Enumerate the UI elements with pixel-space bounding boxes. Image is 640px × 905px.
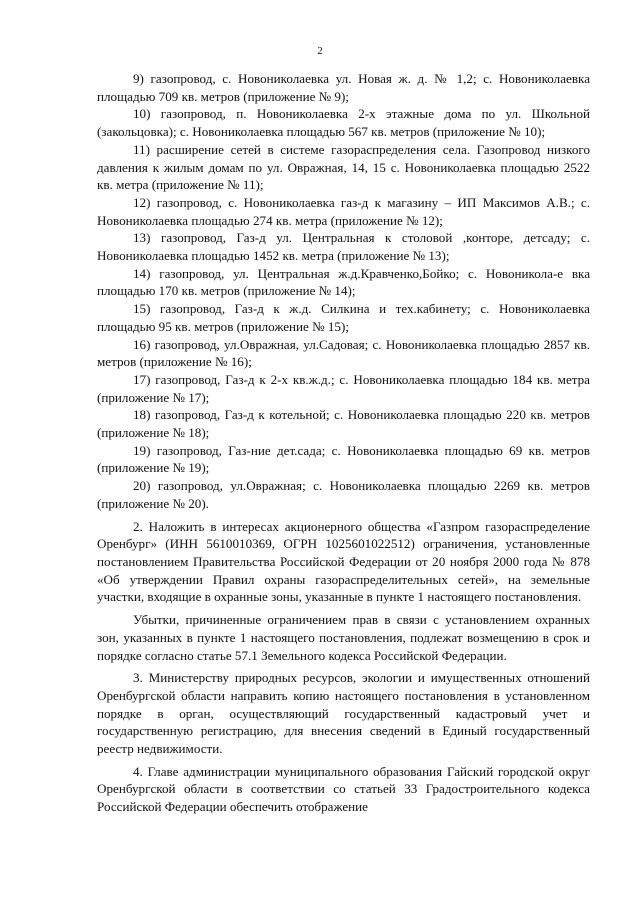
list-item-11: 11) расширение сетей в системе газораспределения села. Газопровод низкого давления к жилым домам по ул. Овражная, 14, 15 с. Новониколаевка площадью 2522 кв. метра (приложение № 11); bbox=[97, 141, 590, 193]
list-item-16: 16) газопровод, ул.Овражная, ул.Садовая; с. Новониколаевка площадью 2857 кв. метров (приложение № 16); bbox=[97, 336, 590, 370]
section-2-paragraph: 2. Наложить в интересах акционерного общества «Газпром газораспределение Оренбург» (ИНН 5610010369, ОГРН 1025601022512) ограничения, установленные постановлением Правительства Российской Федерации от 20 ноября 2000 года № 878 «Об утверждении Правил охраны газораспределительных сетей», на земельные участки, входящие в охранные зоны, указанные в пункте 1 настоящего постановления. bbox=[97, 518, 590, 605]
section-3-paragraph: 3. Министерству природных ресурсов, экологии и имущественных отношений Оренбургской области направить копию настоящего постановления в установленном порядке в орган, осуществляющий государственный кадастровый учет и государственную регистрацию, для внесения сведений в Единый государственный реестр недвижимости. bbox=[97, 670, 590, 757]
damages-paragraph: Убытки, причиненные ограничением прав в связи с установлением охранных зон, указанных в пункте 1 настоящего постановления, подлежат возмещению в срок и порядке согласно статье 57.1 Земельного кодекса Российской Федерации. bbox=[97, 612, 590, 663]
list-item-15: 15) газопровод, Газ-д к ж.д. Силкина и тех.кабинету; с. Новониколаевка площадью 95 кв. метров (приложение № 15); bbox=[97, 301, 590, 334]
list-item-14: 14) газопровод, ул. Центральная ж.д.Кравченко,Бойко; с. Новоникола-е вка площадью 170 кв. метров (приложение № 14); bbox=[97, 265, 590, 299]
section-4-paragraph: 4. Главе администрации муниципального образования Гайский городской округ Оренбургской области в соответствии со статьей 33 Градостроительного кодекса Российской Федерации обеспечить отображение bbox=[97, 763, 590, 815]
list-item-20: 20) газопровод, ул.Овражная; с. Новониколаевка площадью 2269 кв. метров (приложение № 20). bbox=[97, 478, 590, 511]
document-body bbox=[97, 70, 590, 816]
page-number: 2 bbox=[317, 45, 323, 57]
list-item-17: 17) газопровод, Газ-д к 2-х кв.ж.д.; с. Новониколаевка площадью 184 кв. метра (приложение № 17); bbox=[97, 371, 590, 405]
list-item-13: 13) газопровод, Газ-д ул. Центральная к столовой ,конторе, детсаду; с. Новониколаевка площадью 1452 кв. метра (приложение № 13); bbox=[97, 230, 590, 264]
list-item-9: 9) газопровод, с. Новониколаевка ул. Новая ж. д. № 1,2; с. Новониколаевка площадью 709 кв. метров (приложение № 9); bbox=[97, 71, 590, 104]
list-item-18: 18) газопровод, Газ-д к котельной; с. Новониколаевка площадью 220 кв. метров (приложение № 18); bbox=[97, 407, 590, 441]
list-item-12: 12) газопровод, с. Новониколаевка газ-д к магазину – ИП Максимов А.В.; с. Новониколаевка площадью 274 кв. метра (приложение № 12); bbox=[97, 194, 590, 228]
list-item-19: 19) газопровод, Газ-ние дет.сада; с. Новониколаевка площадью 69 кв. метров (приложение № 19); bbox=[97, 442, 590, 476]
list-item-10: 10) газопровод, п. Новониколаевка 2-х этажные дома по ул. Школьной (закольцовка); с. Новониколаевка площадью 567 кв. метров (приложение № 10); bbox=[97, 106, 590, 140]
